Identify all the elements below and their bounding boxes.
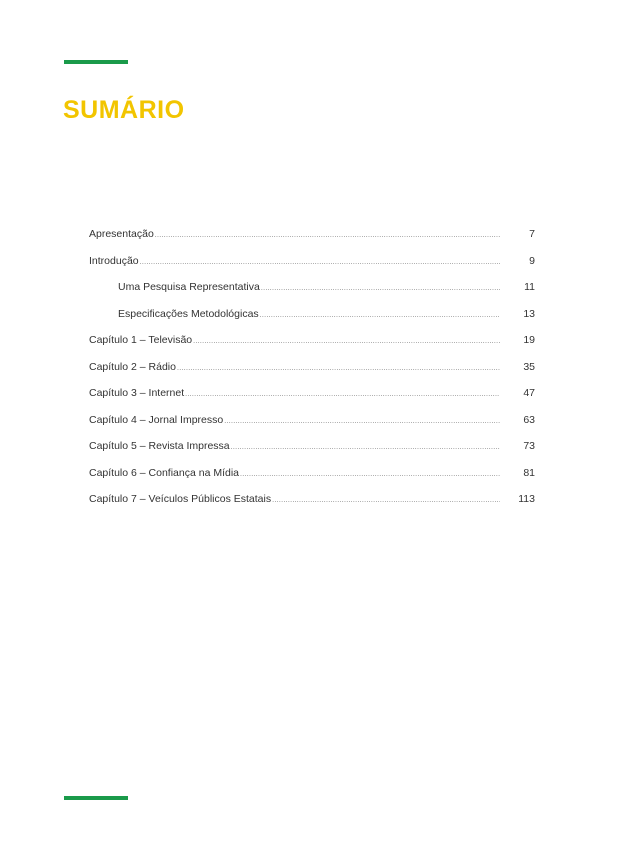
toc-entry-capitulo-3[interactable] (89, 385, 535, 412)
toc-entry-capitulo-7[interactable] (89, 491, 535, 518)
toc-leader-dots (231, 440, 500, 456)
toc-entry-label: Capítulo 7 – Veículos Públicos Estatais (89, 493, 272, 505)
toc-entry-page: 7 (529, 228, 535, 240)
toc-leader-dots (155, 228, 500, 244)
toc-entry-page: 9 (529, 254, 535, 267)
bottom-accent-bar (64, 796, 128, 800)
toc-leader-dots (240, 467, 500, 483)
table-of-contents (89, 226, 535, 518)
toc-entry-label: Introdução (89, 254, 139, 267)
toc-leader-dots (261, 281, 500, 297)
toc-entry-label: Capítulo 4 – Jornal Impresso (89, 413, 224, 426)
toc-entry-apresentacao[interactable] (89, 226, 535, 253)
toc-entry-page: 113 (518, 493, 535, 505)
toc-entry-label: Capítulo 3 – Internet (89, 387, 185, 399)
toc-entry-label: Capítulo 1 – Televisão (89, 334, 193, 346)
toc-entry-pesquisa-representativa[interactable] (89, 279, 535, 306)
toc-leader-dots (224, 414, 500, 430)
toc-entry-label: Capítulo 5 – Revista Impressa (89, 440, 230, 452)
toc-leader-dots (177, 361, 500, 377)
top-accent-bar (64, 60, 128, 64)
toc-entry-capitulo-2[interactable] (89, 359, 535, 386)
toc-entry-especificacoes-metodologicas[interactable] (89, 306, 535, 333)
toc-entry-page: 19 (523, 334, 535, 346)
toc-entry-page: 11 (524, 281, 535, 293)
toc-entry-capitulo-4[interactable] (89, 412, 535, 439)
toc-entry-page: 13 (523, 307, 535, 320)
toc-entry-page: 81 (523, 466, 535, 479)
toc-entry-capitulo-6[interactable] (89, 465, 535, 492)
toc-entry-label: Capítulo 2 – Rádio (89, 360, 176, 373)
toc-entry-label: Especificações Metodológicas (118, 307, 259, 320)
toc-entry-page: 73 (523, 440, 535, 452)
toc-entry-capitulo-5[interactable] (89, 438, 535, 465)
toc-entry-page: 35 (523, 360, 535, 373)
toc-entry-label: Capítulo 6 – Confiança na Mídia (89, 466, 240, 479)
toc-entry-introducao[interactable] (89, 253, 535, 280)
toc-entry-page: 47 (523, 387, 535, 399)
toc-leader-dots (185, 387, 500, 403)
toc-leader-dots (272, 493, 500, 509)
page-title: SUMÁRIO (63, 96, 185, 124)
toc-entry-label: Apresentação (89, 228, 154, 240)
toc-entry-label: Uma Pesquisa Representativa (118, 281, 260, 293)
toc-leader-dots (140, 255, 500, 271)
toc-entry-capitulo-1[interactable] (89, 332, 535, 359)
toc-entry-page: 63 (523, 413, 535, 426)
toc-leader-dots (260, 308, 500, 324)
toc-leader-dots (193, 334, 500, 350)
